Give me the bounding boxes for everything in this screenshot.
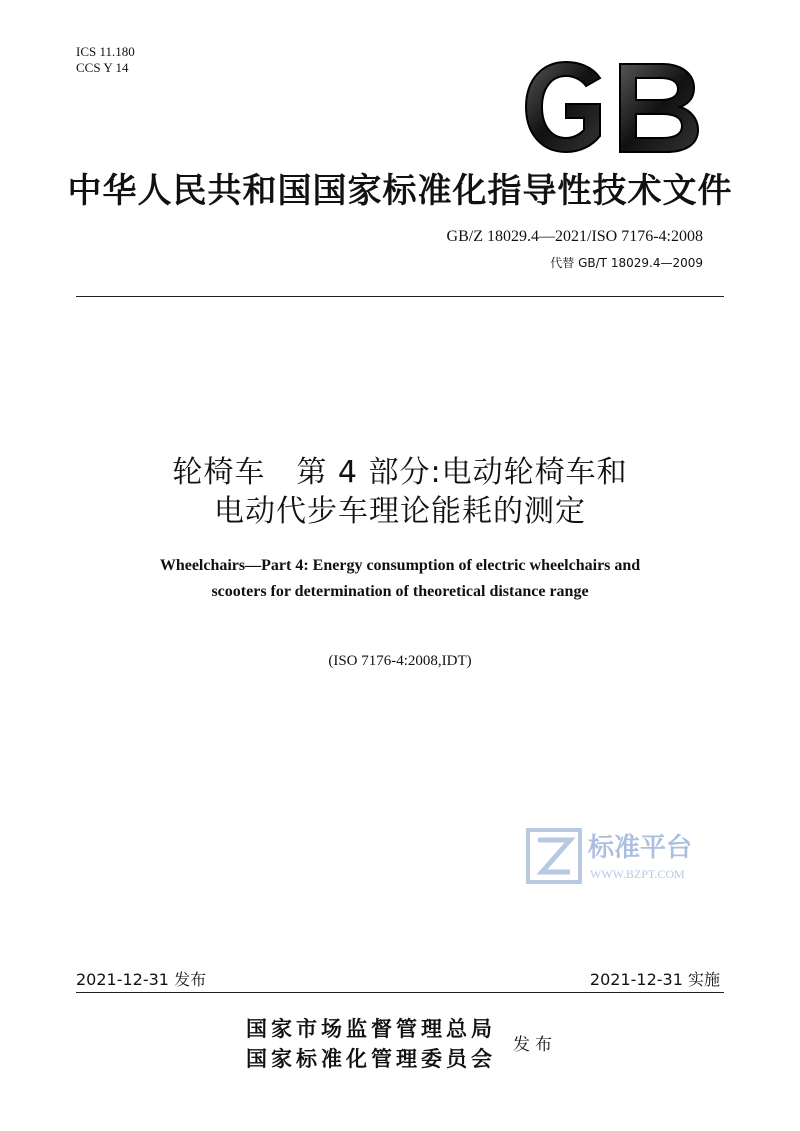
- bzpt-watermark: [526, 826, 726, 886]
- ics-code: ICS 11.180: [76, 44, 135, 59]
- chinese-title-line-1: 轮椅车 第 4 部分:电动轮椅车和: [172, 455, 628, 490]
- english-title-line-1: Wheelchairs—Part 4: Energy consumption of electric wheelchairs and: [159, 557, 641, 574]
- document-type-title: 中华人民共和国国家标准化指导性技术文件: [67, 171, 733, 211]
- issuer-sac: 国家标准化管理委员会: [246, 1047, 496, 1071]
- ccs-code: CCS Y 14: [76, 60, 129, 75]
- header-divider: [76, 296, 724, 297]
- iso-reference: (ISO 7176-4:2008,IDT): [328, 653, 472, 669]
- gb-logo: [522, 58, 702, 156]
- classification-codes: [76, 44, 135, 76]
- english-title-line-2: scooters for determination of theoretical distance range: [211, 583, 589, 600]
- implementation-date: 2021-12-31 实施: [589, 970, 720, 989]
- publish-date: 2021-12-31 发布: [76, 970, 207, 989]
- watermark-text: 标准平台: [588, 833, 693, 863]
- standard-number: GB/Z 18029.4—2021/ISO 7176-4:2008: [446, 228, 703, 245]
- footer-divider: [76, 992, 724, 993]
- chinese-title-line-2: 电动代步车理论能耗的测定: [214, 494, 586, 529]
- replaces-standard: 代替 GB/T 18029.4—2009: [550, 256, 703, 270]
- issuer-samr: 国家市场监督管理总局: [246, 1017, 496, 1041]
- watermark-url: WWW.BZPT.COM: [590, 867, 685, 881]
- issuer-action: 发布: [513, 1035, 557, 1055]
